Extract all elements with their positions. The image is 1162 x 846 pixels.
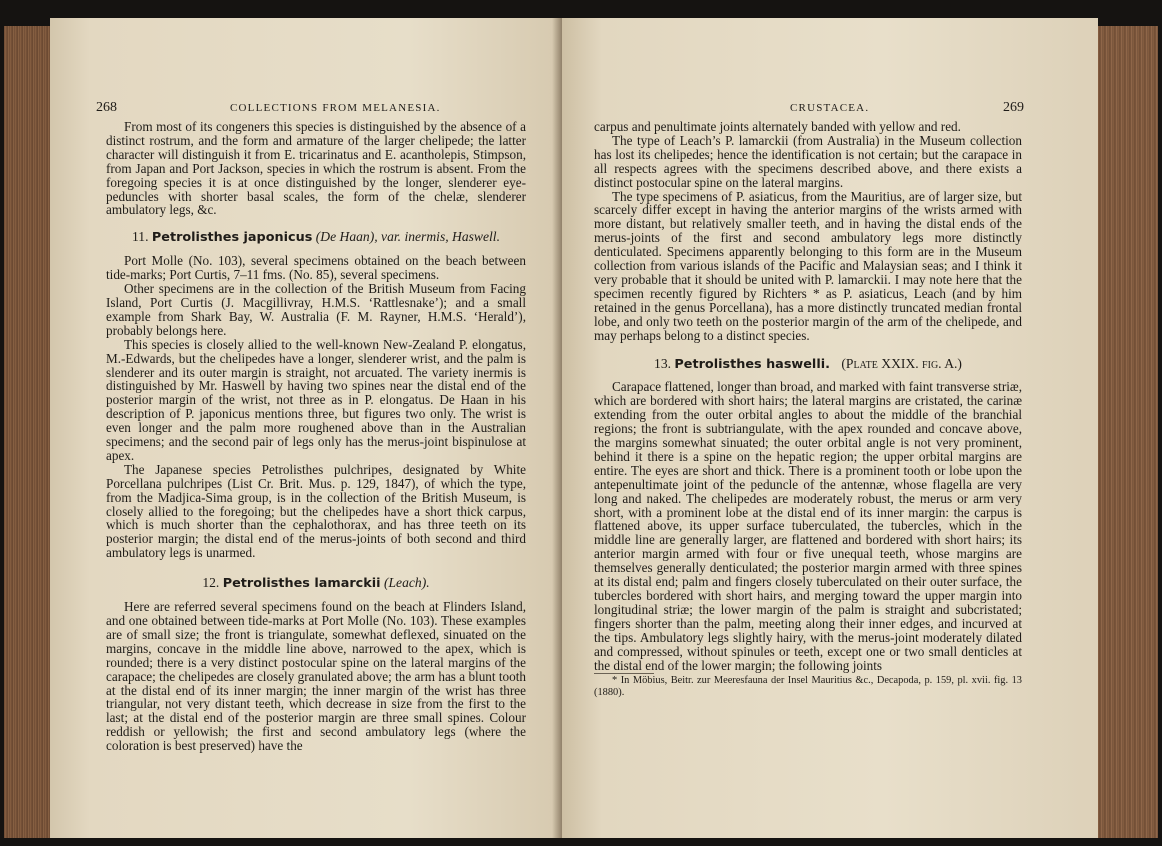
species-13-heading [594, 357, 1022, 372]
right-page-edges [1098, 26, 1158, 838]
left-running-head: COLLECTIONS FROM MELANESIA. [230, 102, 441, 114]
species-12-name: Petrolisthes lamarckii [222, 576, 381, 592]
right-page-number: 269 [1003, 100, 1024, 115]
right-running-head: CRUSTACEA. [790, 102, 870, 114]
species-11-heading [106, 230, 526, 245]
species-12-paragraph: Here are referred several specimens found on the beach at Flinders Island, and one obtained between tide-marks at Port Molle (No. 103). These examples are of small size; the front is triangulate, somewhat deflexed, sinuated on the margins, concave in the middle line above, narrowed to the apex, which is rounded; there is a very distinct postocular spine on the lateral margins of the carapace; the chelipedes are closely granulated above; the arm has a blunt tooth at the distal end of its inner margin; the inner margin of the wrist has three triangular, not very distant teeth, which decrease in size from the first to the last; at the distal end of the posterior margin are three small spines. Colour reddish or yellowish; the first and second ambulatory legs (where the coloration is best preserved) have the [106, 599, 526, 754]
intro-paragraph: From most of its congeners this species is distinguished by the absence of a distinct rostrum, and the form and armature of the larger chelipede; the latter character will distinguish it from E. tricarinatus and E. acantholepis, Stimpson, from Japan and Port Jackson, species in which the rostrum is absent. From the foregoing species it is at once distinguished by the longer, slenderer eye-peduncles with shorter basal scales, the form of the chelæ, slenderer ambulatory legs, &c. [106, 119, 526, 218]
continuation-paragraph: The type specimens of P. asiaticus, from the Mauritius, are of larger size, but scarcely differ except in having the anterior margins of the wrists armed with more distant, but relatively smaller teeth, and in having the distal ends of the merus-joints of the first and second ambulatory legs more distinctly denticulated. Specimens apparently belonging to this form are in the Museum collection from various islands of the Pacific and Malaysian seas; and I think it very probable that it should be united with P. lamarckii. I may note here that the specimen recently figured by Richters * as P. asiaticus, Leach (and by him retained in the genus Porcellana), has a more distinctly truncated median frontal lobe, and only two teeth on the posterior margin of the arm of the chelipede, and may perhaps belong to a distinct species. [594, 188, 1022, 343]
species-11-paragraph: Other specimens are in the collection of the British Museum from Facing Island, Port Curtis (J. Macgillivray, H.M.S. ‘Rattlesnake’); and a small example from Shark Bay, W. Australia (F. M. Rayner, H.M.S. ‘Herald’), probably belongs here. [106, 281, 526, 338]
left-page-text [106, 120, 526, 753]
species-11-paragraph: Port Molle (No. 103), several specimens obtained on the beach between tide-marks; Port Curtis, 7–11 fms. (No. 85), several specimens. [106, 253, 526, 283]
species-11-number: 11. [131, 229, 149, 245]
species-13-number: 13. [654, 355, 672, 371]
species-11-authority: (De Haan), var. inermis, Haswell. [315, 229, 500, 245]
footnote-divider [594, 673, 654, 674]
left-page [50, 18, 562, 838]
species-11-paragraph: This species is closely allied to the well-known New-Zealand P. elongatus, M.-Edwards, but the chelipedes have a longer, slenderer wrist, and the palm is slenderer and its outer margin is straight, not arcuated. The variety inermis is distinguished by Mr. Haswell by having two spines near the distal end of the posterior margin of the wrist, not three as in P. elongatus. De Haan in his description of P. japonicus mentions three, but figures two only. The wrist is even longer and the palm more roughened above than in the Australian specimens; and the second pair of legs only has the merus-joint bispinulose at apex. [106, 336, 526, 463]
continuation-paragraph: The type of Leach’s P. lamarckii (from Australia) in the Museum collection has lost its chelipedes; hence the identification is not certain; but the carapace in all respects agrees with the specimens described above, and there exists a distinct postocular spine on the lateral margins. [594, 132, 1022, 190]
right-page-text [594, 120, 1022, 699]
species-13-paragraph: Carapace flattened, longer than broad, and marked with faint transverse striæ, which are bordered with short hairs; the lateral margins are cristated, the carinæ extending from the outer orbital angles to about the middle of the branchial regions; the front is subtriangulate, with the apex rounded and concave above, the margins somewhat sinuated; the outer orbital angle is not very prominent, behind it there is a spine on the hepatic region; the upper orbital margins are entire. The eyes are short and thick. There is a prominent tooth or lobe upon the antepenultimate joint of the peduncle of the antennæ, whose flagella are very long and naked. The chelipedes are moderately robust, the merus or arm very short, with a prominent lobe at the distal end of its inner margin: the carpus is flattened above, its upper surface tuberculated, the tubercles, which in the middle line are generally larger, are flattened and bordered with short hairs; its anterior margin armed with four or five unequal teeth, whose margins are themselves generally denticulated; the posterior margin armed with three spines at its distal end; palm and fingers closely tuberculated on their outer surface, the tubercles bordered with short hairs, and merging toward the upper margin into longitudinal striæ; the lower margin of the palm is straight and subcristated; fingers shorter than the palm, meeting along their inner edges, and incurved at the tips. Ambulatory legs slightly hairy, with the merus-joint moderately dilated and compressed, without spinules or teeth, except one or two small denticles at the distal end of the lower margin; the following joints [594, 379, 1022, 673]
species-12-number: 12. [202, 575, 220, 591]
species-12-authority: (Leach). [383, 575, 430, 591]
footnote: * In Möbius, Beitr. zur Meeresfauna der Insel Mauritius &c., Decapoda, p. 159, pl. xvii. fig. 13 (1880). [594, 675, 1022, 699]
right-page [562, 18, 1098, 838]
species-13-name: Petrolisthes haswelli. [674, 356, 830, 372]
book-spread [4, 14, 1158, 844]
left-page-edges [4, 26, 54, 838]
continuation-paragraph: carpus and penultimate joints alternately banded with yellow and red. [594, 119, 961, 134]
left-page-number: 268 [96, 100, 117, 115]
species-11-paragraph: The Japanese species Petrolisthes pulchripes, designated by White Porcellana pulchripes (List Cr. Brit. Mus. p. 129, 1847), of which the type, from the Madjica-Sima group, is in the collection of the British Museum, is closely allied to the foregoing; but the chelipedes have a short thick carpus, which is much shorter than the cephalothorax, and has three teeth on its posterior margin; the distal end of the merus-joints of both second and third ambulatory legs is unarmed. [106, 461, 526, 561]
species-13-plate: (Plate XXIX. fig. A.) [841, 355, 962, 371]
left-running-header [96, 100, 536, 116]
species-11-name: Petrolisthes japonicus [151, 230, 313, 246]
species-12-heading [106, 576, 526, 591]
